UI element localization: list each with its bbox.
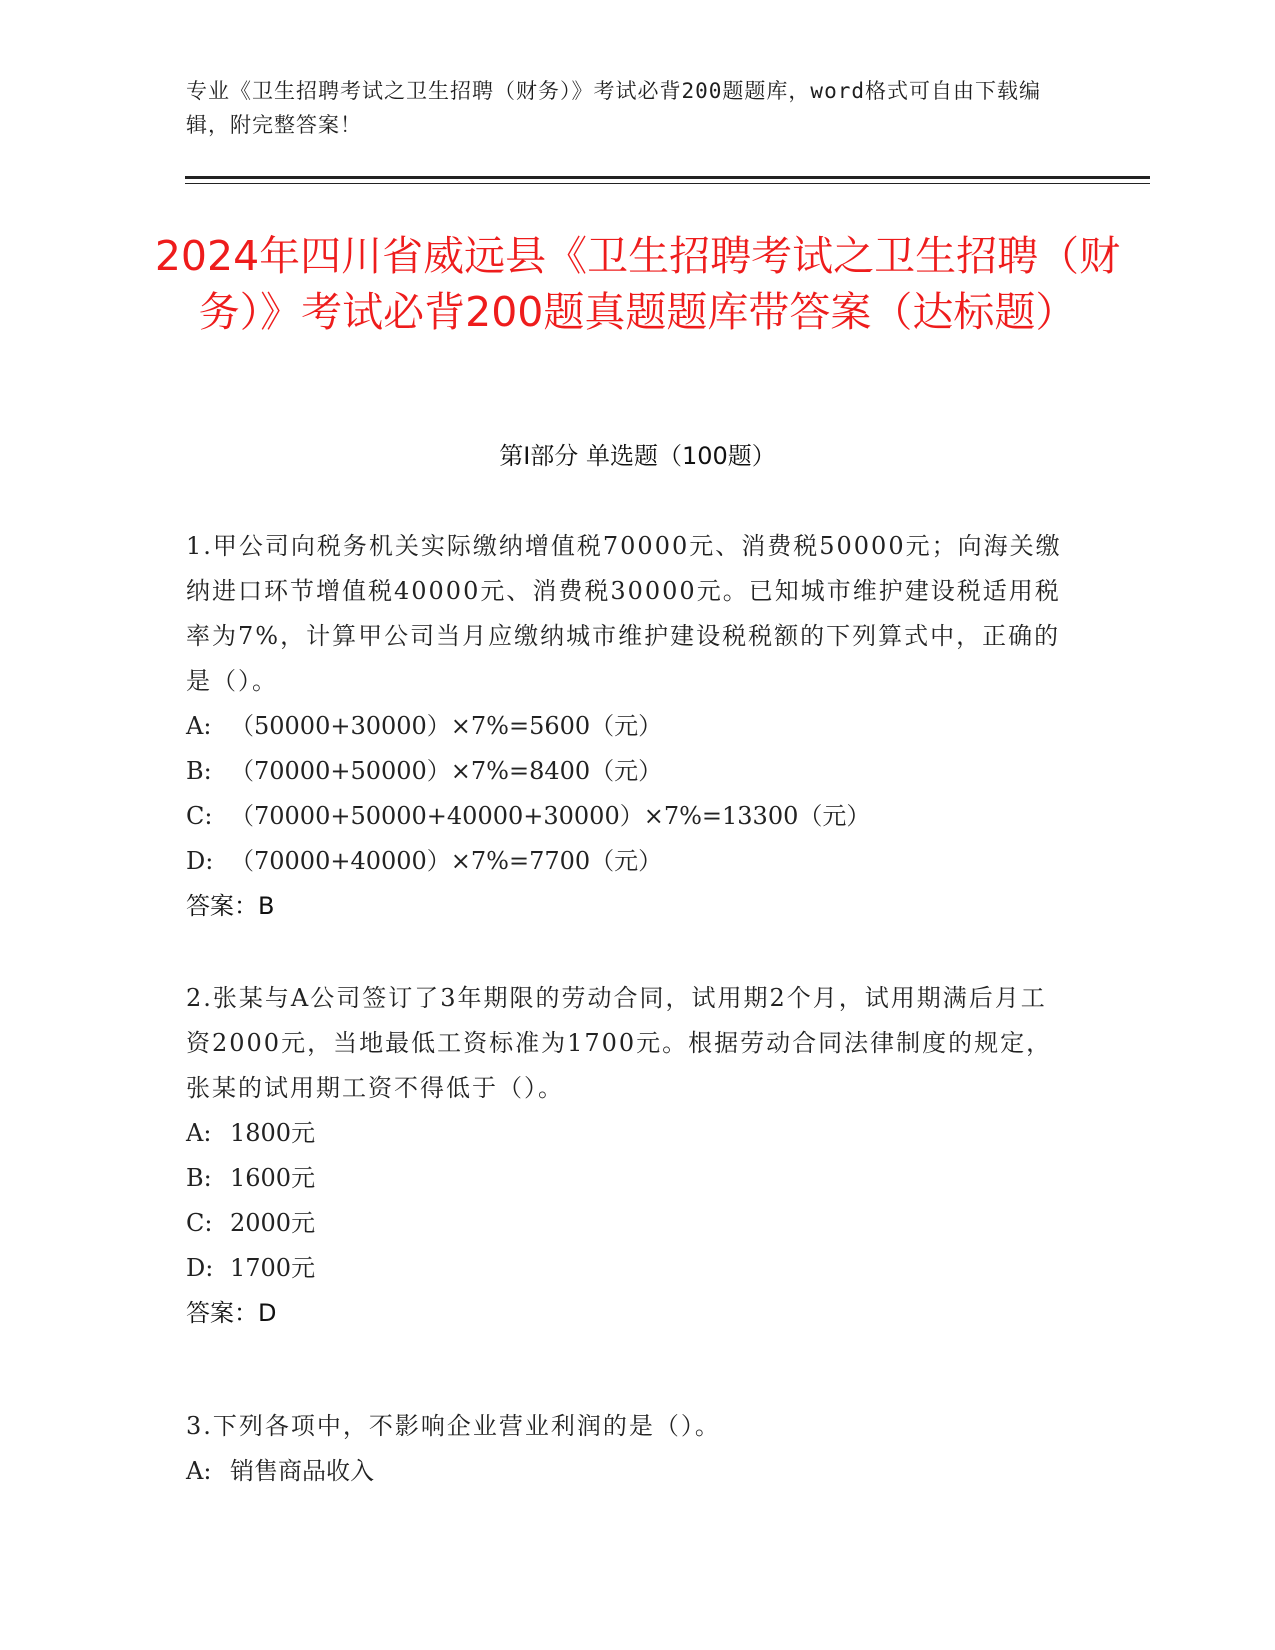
option-text: 销售商品收入 [230, 1457, 374, 1485]
option-text: （70000+50000+40000+30000）×7%=13300（元） [230, 802, 871, 830]
option-d [186, 839, 1066, 884]
question-stem: 3.下列各项中，不影响企业营业利润的是（）。 [186, 1412, 721, 1440]
option-a [186, 1111, 1066, 1156]
option-text: 2000元 [230, 1209, 316, 1237]
question-stem: 2.张某与A公司签订了3年期限的劳动合同，试用期2个月，试用期满后月工资2000元，当地最低工资标准为1700元。根据劳动合同法律制度的规定，张某的试用期工资不得低于（）。 [186, 984, 1053, 1102]
question-stem: 1.甲公司向税务机关实际缴纳增值税70000元、消费税50000元；向海关缴纳进口环节增值税40000元、消费税30000元。已知城市维护建设税适用税率为7%，计算甲公司当月应缴纳城市维护建设税税额的下列算式中，正确的是（）。 [186, 532, 1062, 695]
answer-line: 答案：D [186, 1299, 277, 1327]
option-key: C: [186, 1209, 213, 1237]
option-b [186, 749, 1066, 794]
option-text: （70000+40000）×7%=7700（元） [230, 847, 663, 875]
document-title: 2024年四川省威远县《卫生招聘考试之卫生招聘（财务）》考试必背200题真题题库带答案（达标题） [154, 232, 1121, 336]
option-b [186, 1156, 1066, 1201]
option-key: A: [186, 1457, 212, 1485]
option-text: （50000+30000）×7%=5600（元） [230, 712, 663, 740]
option-key: B: [186, 1164, 212, 1192]
option-c [186, 1201, 1066, 1246]
header-note: 专业《卫生招聘考试之卫生招聘（财务）》考试必背200题题库，word格式可自由下载编辑，附完整答案！ [186, 79, 1041, 137]
option-a [186, 1449, 1066, 1494]
option-key: A: [186, 1119, 212, 1147]
option-d [186, 1246, 1066, 1291]
header-rule-thick [185, 176, 1150, 179]
option-key: C: [186, 802, 213, 830]
question-3 [186, 1404, 1066, 1494]
option-text: （70000+50000）×7%=8400（元） [230, 757, 663, 785]
option-text: 1800元 [230, 1119, 316, 1147]
section-heading: 第Ⅰ部分 单选题（100题） [499, 442, 776, 470]
option-text: 1700元 [230, 1254, 316, 1282]
option-c [186, 794, 1066, 839]
option-key: B: [186, 757, 212, 785]
option-text: 1600元 [230, 1164, 316, 1192]
answer-line: 答案：B [186, 892, 275, 920]
option-key: A: [186, 712, 212, 740]
header-rule-thin [185, 183, 1150, 184]
option-key: D: [186, 1254, 214, 1282]
question-1 [186, 524, 1066, 929]
option-key: D: [186, 847, 214, 875]
question-2 [186, 976, 1066, 1336]
option-a [186, 704, 1066, 749]
